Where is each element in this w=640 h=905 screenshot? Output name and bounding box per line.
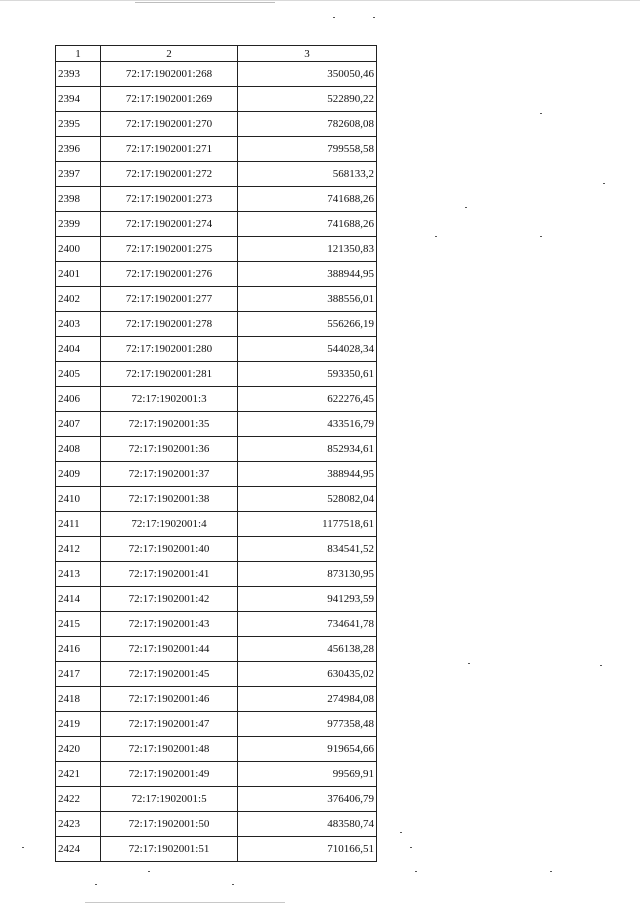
- cadastral-number-cell: 72:17:1902001:48: [101, 737, 238, 762]
- cadastral-value-cell: 834541,52: [238, 537, 377, 562]
- cadastral-value-cell: 388944,95: [238, 262, 377, 287]
- row-number-cell: 2398: [56, 187, 101, 212]
- cadastral-value-cell: 741688,26: [238, 212, 377, 237]
- row-number-cell: 2411: [56, 512, 101, 537]
- row-number-cell: 2418: [56, 687, 101, 712]
- scan-speck: [600, 665, 602, 666]
- scan-speck: [603, 183, 605, 184]
- cadastral-number-cell: 72:17:1902001:273: [101, 187, 238, 212]
- scan-speck: [415, 871, 417, 872]
- cadastral-number-cell: 72:17:1902001:49: [101, 762, 238, 787]
- cadastral-number-cell: 72:17:1902001:269: [101, 87, 238, 112]
- scan-speck: [550, 871, 552, 872]
- cadastral-value-cell: 568133,2: [238, 162, 377, 187]
- row-number-cell: 2403: [56, 312, 101, 337]
- cadastral-number-cell: 72:17:1902001:281: [101, 362, 238, 387]
- cadastral-value-cell: 121350,83: [238, 237, 377, 262]
- row-number-cell: 2396: [56, 137, 101, 162]
- table-row: [56, 712, 377, 737]
- table-row: [56, 462, 377, 487]
- cadastral-number-cell: 72:17:1902001:3: [101, 387, 238, 412]
- cadastral-number-cell: 72:17:1902001:272: [101, 162, 238, 187]
- cadastral-value-cell: 782608,08: [238, 112, 377, 137]
- table-row: [56, 287, 377, 312]
- table-row: [56, 87, 377, 112]
- table-row: [56, 312, 377, 337]
- cadastral-value-cell: 456138,28: [238, 637, 377, 662]
- cadastral-number-cell: 72:17:1902001:280: [101, 337, 238, 362]
- scan-speck: [465, 207, 467, 208]
- column-header-cadastral-number: 2: [101, 46, 238, 62]
- cadastral-value-cell: 556266,19: [238, 312, 377, 337]
- table-row: [56, 637, 377, 662]
- scan-speck: [22, 847, 24, 848]
- row-number-cell: 2397: [56, 162, 101, 187]
- cadastral-number-cell: 72:17:1902001:51: [101, 837, 238, 862]
- table-row: [56, 512, 377, 537]
- row-number-cell: 2407: [56, 412, 101, 437]
- cadastral-number-cell: 72:17:1902001:37: [101, 462, 238, 487]
- row-number-cell: 2402: [56, 287, 101, 312]
- cadastral-number-cell: 72:17:1902001:44: [101, 637, 238, 662]
- cadastral-number-cell: 72:17:1902001:36: [101, 437, 238, 462]
- cadastral-number-cell: 72:17:1902001:50: [101, 812, 238, 837]
- scan-speck: [400, 832, 402, 833]
- row-number-cell: 2417: [56, 662, 101, 687]
- table-row: [56, 487, 377, 512]
- scan-speck: [232, 884, 234, 885]
- row-number-cell: 2412: [56, 537, 101, 562]
- scan-speck: [95, 884, 97, 885]
- table-row: [56, 687, 377, 712]
- row-number-cell: 2406: [56, 387, 101, 412]
- cadastral-number-cell: 72:17:1902001:274: [101, 212, 238, 237]
- scan-speck: [468, 663, 470, 664]
- row-number-cell: 2405: [56, 362, 101, 387]
- table-row: [56, 62, 377, 87]
- table-row: [56, 587, 377, 612]
- row-number-cell: 2404: [56, 337, 101, 362]
- cadastral-number-cell: 72:17:1902001:271: [101, 137, 238, 162]
- table-row: [56, 762, 377, 787]
- table-row: [56, 187, 377, 212]
- table-row: [56, 612, 377, 637]
- cadastral-value-cell: 1177518,61: [238, 512, 377, 537]
- cadastral-value-cell: 388556,01: [238, 287, 377, 312]
- cadastral-value-cell: 274984,08: [238, 687, 377, 712]
- row-number-cell: 2409: [56, 462, 101, 487]
- cadastral-number-cell: 72:17:1902001:277: [101, 287, 238, 312]
- column-header-value: 3: [238, 46, 377, 62]
- cadastral-value-cell: 852934,61: [238, 437, 377, 462]
- table-row: [56, 262, 377, 287]
- table-row: [56, 837, 377, 862]
- cadastral-value-cell: 376406,79: [238, 787, 377, 812]
- scan-speck: [435, 236, 437, 237]
- scan-speck: [540, 113, 542, 114]
- table-row: [56, 562, 377, 587]
- cadastral-number-cell: 72:17:1902001:47: [101, 712, 238, 737]
- table-row: [56, 412, 377, 437]
- cadastral-value-cell: 941293,59: [238, 587, 377, 612]
- cadastral-value-cell: 710166,51: [238, 837, 377, 862]
- table-row: [56, 812, 377, 837]
- cadastral-number-cell: 72:17:1902001:4: [101, 512, 238, 537]
- cadastral-value-cell: 593350,61: [238, 362, 377, 387]
- table-row: [56, 662, 377, 687]
- row-number-cell: 2395: [56, 112, 101, 137]
- cadastral-value-cell: 99569,91: [238, 762, 377, 787]
- page-top-edge-line: [0, 0, 640, 1]
- row-number-cell: 2422: [56, 787, 101, 812]
- cadastral-number-cell: 72:17:1902001:270: [101, 112, 238, 137]
- table-row: [56, 537, 377, 562]
- table-row: [56, 737, 377, 762]
- table-row: [56, 112, 377, 137]
- scan-speck: [540, 236, 542, 237]
- row-number-cell: 2400: [56, 237, 101, 262]
- page-bottom-scan-mark: [85, 902, 285, 903]
- scan-speck: [410, 847, 412, 848]
- cadastral-number-cell: 72:17:1902001:268: [101, 62, 238, 87]
- row-number-cell: 2421: [56, 762, 101, 787]
- row-number-cell: 2415: [56, 612, 101, 637]
- scan-speck: [148, 871, 150, 872]
- cadastral-number-cell: 72:17:1902001:40: [101, 537, 238, 562]
- cadastral-value-cell: 622276,45: [238, 387, 377, 412]
- cadastral-number-cell: 72:17:1902001:42: [101, 587, 238, 612]
- row-number-cell: 2413: [56, 562, 101, 587]
- cadastral-number-cell: 72:17:1902001:41: [101, 562, 238, 587]
- cadastral-number-cell: 72:17:1902001:276: [101, 262, 238, 287]
- cadastral-number-cell: 72:17:1902001:46: [101, 687, 238, 712]
- cadastral-number-cell: 72:17:1902001:45: [101, 662, 238, 687]
- cadastral-value-cell: 350050,46: [238, 62, 377, 87]
- table-row: [56, 387, 377, 412]
- row-number-cell: 2408: [56, 437, 101, 462]
- cadastral-number-cell: 72:17:1902001:43: [101, 612, 238, 637]
- table-row: [56, 362, 377, 387]
- row-number-cell: 2410: [56, 487, 101, 512]
- cadastral-value-table: [55, 45, 377, 862]
- cadastral-value-cell: 741688,26: [238, 187, 377, 212]
- cadastral-value-cell: 630435,02: [238, 662, 377, 687]
- table-row: [56, 162, 377, 187]
- cadastral-value-cell: 522890,22: [238, 87, 377, 112]
- cadastral-value-cell: 734641,78: [238, 612, 377, 637]
- cadastral-value-cell: 483580,74: [238, 812, 377, 837]
- cadastral-value-cell: 799558,58: [238, 137, 377, 162]
- column-header-number: 1: [56, 46, 101, 62]
- cadastral-value-cell: 433516,79: [238, 412, 377, 437]
- row-number-cell: 2401: [56, 262, 101, 287]
- cadastral-value-cell: 919654,66: [238, 737, 377, 762]
- table-body: [56, 62, 377, 862]
- table-header: [56, 46, 377, 62]
- page-top-scan-mark: [135, 2, 275, 3]
- table-row: [56, 212, 377, 237]
- table-row: [56, 437, 377, 462]
- row-number-cell: 2393: [56, 62, 101, 87]
- table-header-row: [56, 46, 377, 62]
- cadastral-value-cell: 388944,95: [238, 462, 377, 487]
- cadastral-value-cell: 528082,04: [238, 487, 377, 512]
- table-row: [56, 337, 377, 362]
- row-number-cell: 2423: [56, 812, 101, 837]
- cadastral-number-cell: 72:17:1902001:35: [101, 412, 238, 437]
- cadastral-value-cell: 873130,95: [238, 562, 377, 587]
- cadastral-value-cell: 544028,34: [238, 337, 377, 362]
- cadastral-number-cell: 72:17:1902001:275: [101, 237, 238, 262]
- cadastral-number-cell: 72:17:1902001:278: [101, 312, 238, 337]
- table-row: [56, 237, 377, 262]
- scan-speck: [333, 17, 335, 18]
- row-number-cell: 2416: [56, 637, 101, 662]
- row-number-cell: 2419: [56, 712, 101, 737]
- scan-speck: [373, 17, 375, 18]
- row-number-cell: 2424: [56, 837, 101, 862]
- cadastral-number-cell: 72:17:1902001:38: [101, 487, 238, 512]
- table-row: [56, 137, 377, 162]
- row-number-cell: 2420: [56, 737, 101, 762]
- cadastral-value-cell: 977358,48: [238, 712, 377, 737]
- row-number-cell: 2414: [56, 587, 101, 612]
- cadastral-number-cell: 72:17:1902001:5: [101, 787, 238, 812]
- table-row: [56, 787, 377, 812]
- row-number-cell: 2399: [56, 212, 101, 237]
- row-number-cell: 2394: [56, 87, 101, 112]
